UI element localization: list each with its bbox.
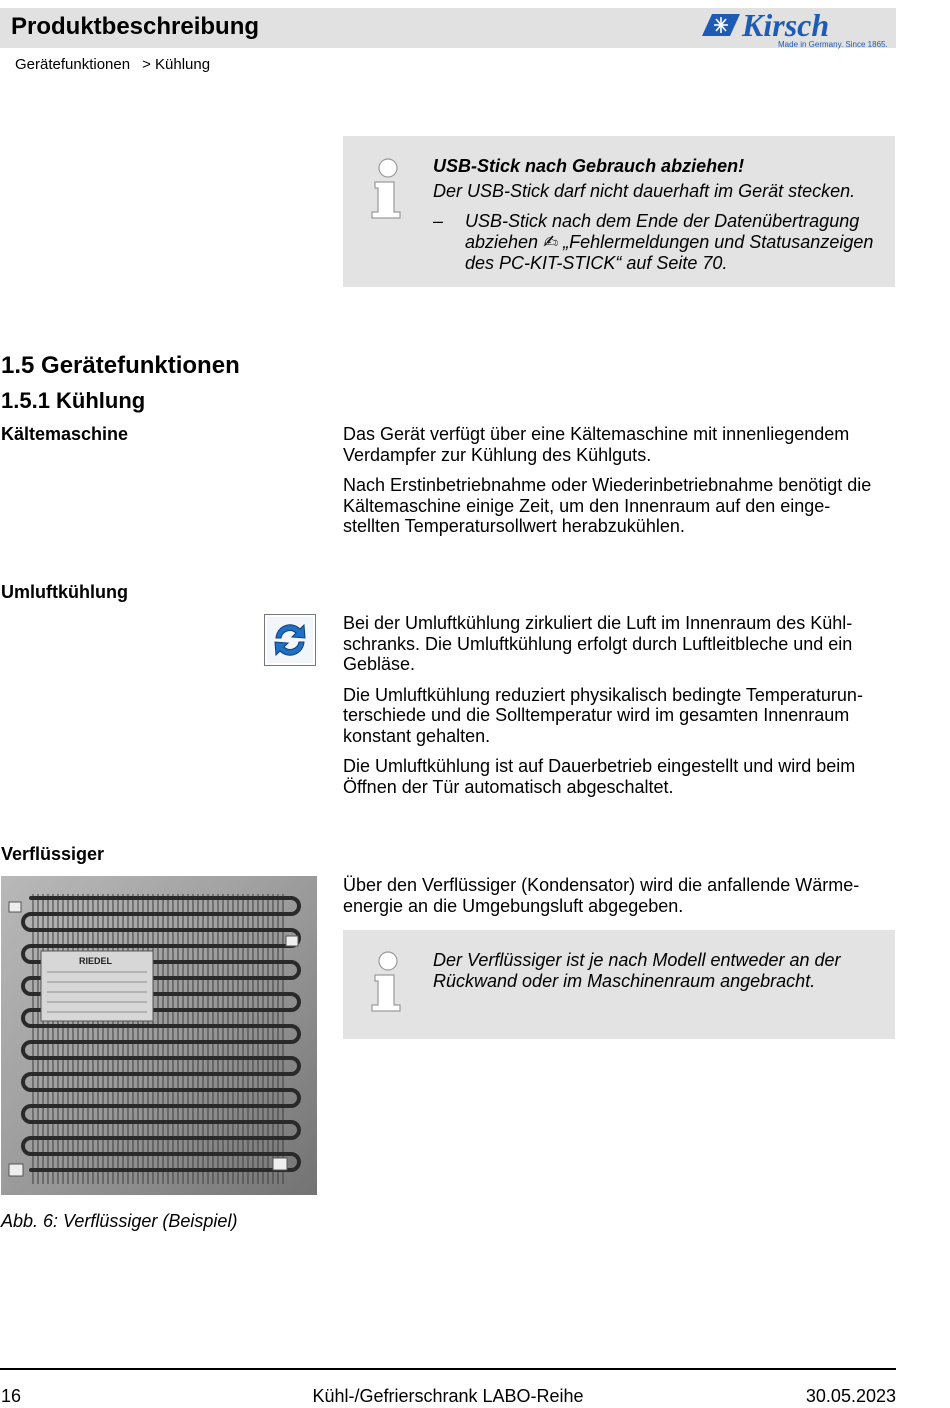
breadcrumb	[15, 56, 210, 74]
usb-note-body: Der USB-Stick darf nicht dauerhaft im Gerät stecken.	[433, 181, 856, 201]
usb-note-text	[433, 156, 893, 274]
side-label-kaeltemaschine: Kältemaschine	[1, 424, 129, 444]
list-line: des PC-KIT-STICK“ auf Seite 70.	[465, 253, 728, 273]
page-title: Produktbeschreibung	[11, 13, 260, 40]
circulation-arrows-icon	[264, 614, 316, 666]
verfluessiger-note-text: Der Verflüssiger ist je nach Modell entweder an der Rückwand oder im Maschinenraum angebracht.	[433, 950, 841, 991]
section-heading: 1.5 Gerätefunktionen	[1, 352, 240, 379]
page-number: 16	[1, 1386, 22, 1406]
usb-note-title: USB-Stick nach Gebrauch abziehen!	[433, 156, 745, 176]
side-label-umluftkuehlung: Umluftkühlung	[1, 582, 128, 602]
info-icon	[369, 950, 403, 1017]
figure-caption: Abb. 6: Verflüssiger (Beispiel)	[1, 1211, 238, 1231]
kirsch-logo	[698, 6, 888, 50]
footer-date: 30.05.2023	[805, 1386, 896, 1406]
cross-reference-link[interactable]: abziehen ✍ „Fehlermeldungen und Statusanzeigen	[465, 232, 874, 252]
subsection-heading: 1.5.1 Kühlung	[1, 388, 146, 413]
condenser-photo	[1, 876, 317, 1195]
nameplate-brand: RIEDEL	[79, 956, 113, 966]
list-dash: –	[433, 211, 444, 231]
kaeltemaschine-text: Das Gerät verfügt über eine Kältemaschine mit innenliegendem Verdampfer zur Kühlung des Kühlguts. Nach Erstinbetriebnahme oder Wiederinbetriebnahme benötigt die Kältemaschine einige Zeit, um den Innenraum auf den einge- stellten Temperatursollwert herabzukühlen.	[343, 424, 872, 536]
usb-note-list-item	[433, 211, 893, 274]
breadcrumb-section: Gerätefunktionen	[15, 56, 131, 73]
info-icon	[369, 157, 403, 224]
logo-wordmark: Kirsch	[742, 7, 830, 43]
umluft-text: Bei der Umluftkühlung zirkuliert die Luft im Innenraum des Kühl- schranks. Die Umluftkühlung erfolgt durch Luftleitbleche und ein Gebläse. Die Umluftkühlung reduziert physikalisch bedingte Temperaturun- terschiede und die Solltemperatur wird im gesamten Innenraum konstant gehalten. Die Umluftkühlung ist auf Dauerbetrieb eingestellt und wird beim Öffnen der Tür automatisch abgeschaltet.	[343, 613, 863, 797]
list-line: USB-Stick nach dem Ende der Datenübertragung	[465, 211, 860, 231]
verfluessiger-text: Über den Verflüssiger (Kondensator) wird die anfallende Wärme- energie an die Umgebungsluft abgegeben.	[343, 875, 860, 916]
side-label-verfluessiger: Verflüssiger	[1, 844, 105, 864]
footer-rule	[0, 1368, 896, 1370]
breadcrumb-subsection: > Kühlung	[142, 56, 211, 73]
logo-tagline: Made in Germany. Since 1865.	[778, 40, 888, 49]
footer-title: Kühl-/Gefrierschrank LABO-Reihe	[312, 1386, 584, 1406]
